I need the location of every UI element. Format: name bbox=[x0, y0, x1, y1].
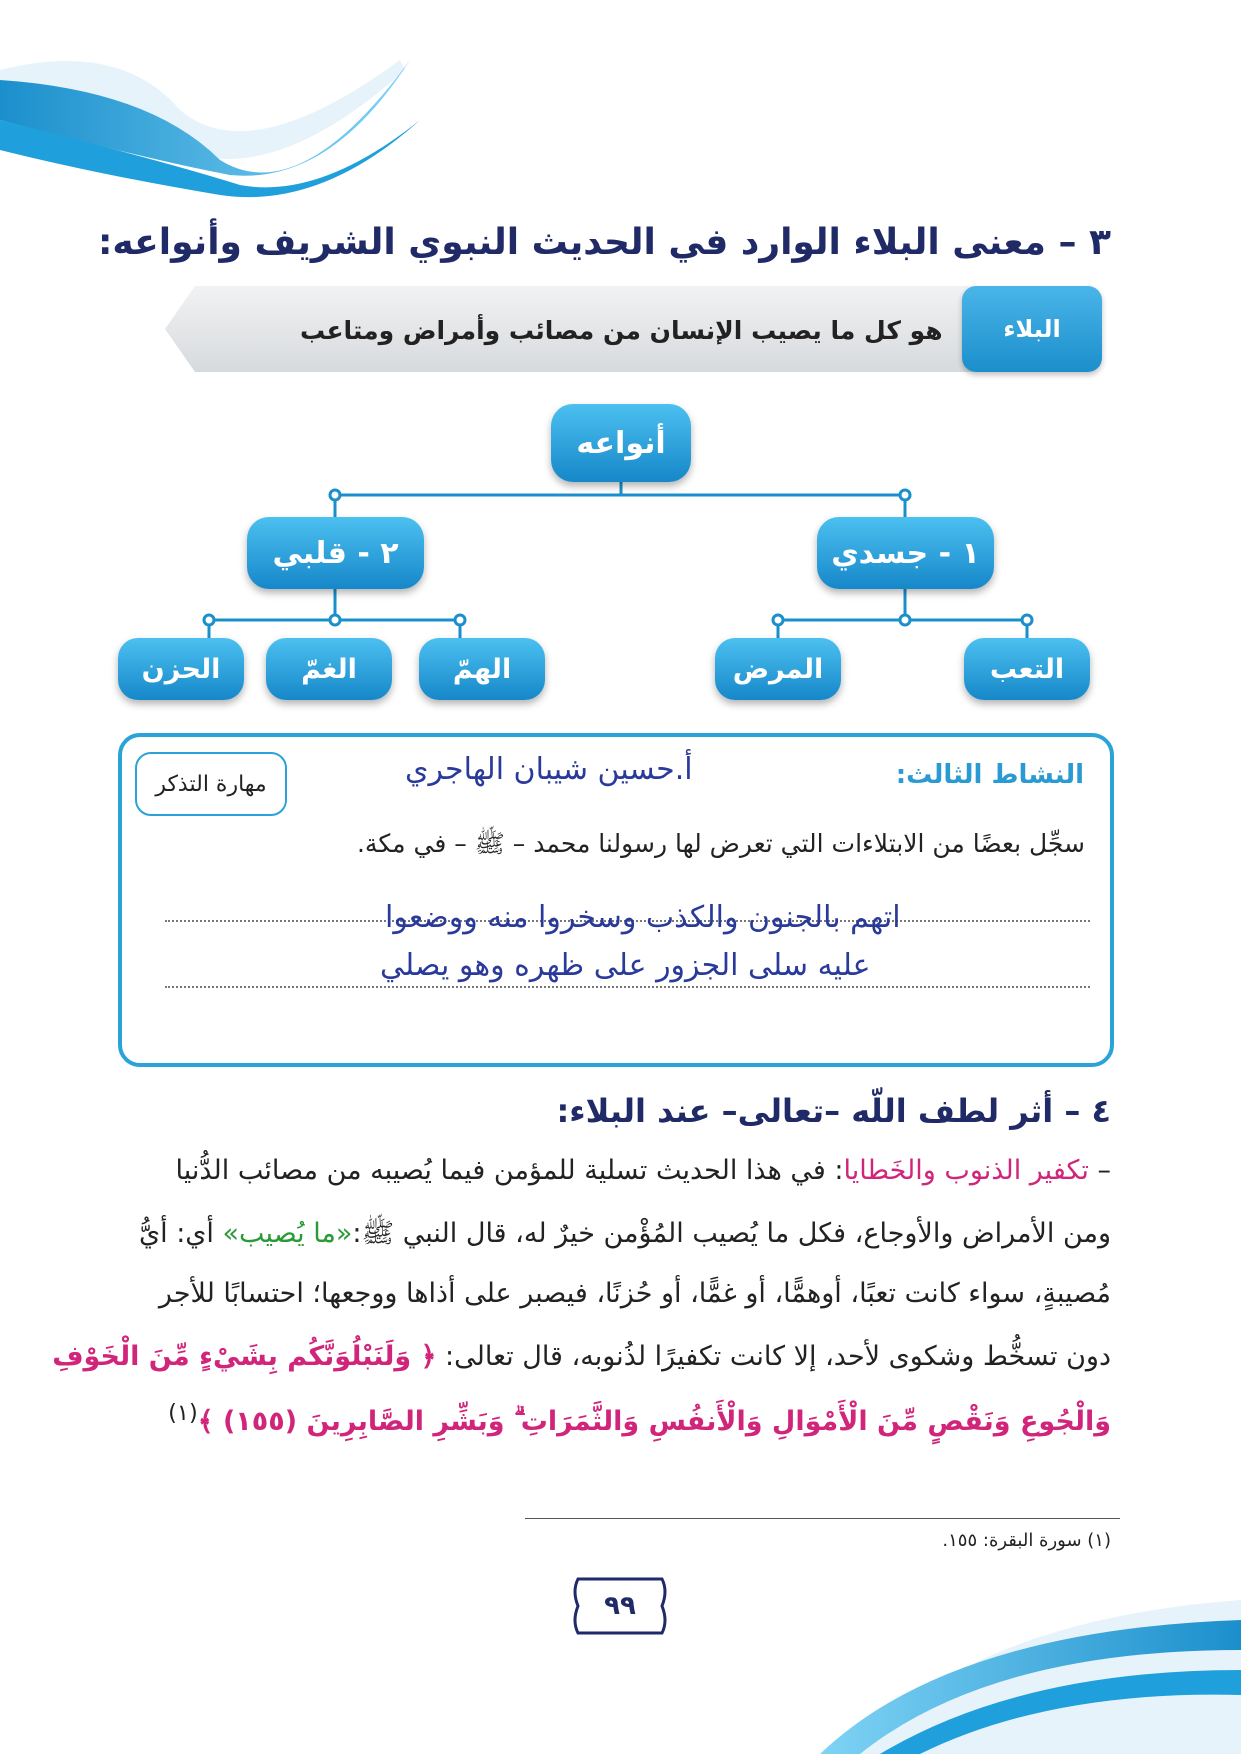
header-decoration bbox=[0, 0, 420, 210]
footer-decoration bbox=[820, 1560, 1241, 1754]
answer-line-2-rule bbox=[165, 986, 1090, 988]
paragraph-line-4 bbox=[52, 1341, 1111, 1372]
activity-author: أ.حسين شيبان الهاجري bbox=[405, 752, 693, 787]
definition-term-badge: البلاء bbox=[962, 286, 1102, 372]
handwritten-answer-line-1[interactable]: اتهم بالجنون والكذب وسخروا منه ووضعوا bbox=[385, 900, 901, 935]
activity-prompt: سجِّل بعضًا من الابتلاءات التي تعرض لها رسولنا محمد – ﷺ – في مكة. bbox=[356, 829, 1085, 858]
paragraph-line-2-a: ومن الأمراض والأوجاع، فكل ما يُصيب المُؤْمن خيرٌ له، قال النبي ﷺ: bbox=[352, 1218, 1111, 1249]
tree-leaf-grief: الغمّ bbox=[266, 638, 392, 700]
paragraph-line-3: مُصيبةٍ، سواء كانت تعبًا، أوهمًّا، أو غمًّا، أو حُزنًا، فيصبر على أذاها ووجعها؛ احتسابًا للأجر bbox=[158, 1278, 1111, 1309]
tree-leaf-sorrow: الحزن bbox=[118, 638, 244, 700]
section-3-title: ٣ – معنى البلاء الوارد في الحديث النبوي الشريف وأنواعه: bbox=[97, 222, 1111, 263]
skill-badge: مهارة التذكر bbox=[135, 752, 287, 816]
paragraph-line-5 bbox=[168, 1400, 1111, 1438]
activity-title: النشاط الثالث: bbox=[895, 760, 1084, 790]
footnote-divider bbox=[525, 1518, 1120, 1519]
quran-verse-part-2: وَالْجُوعِ وَنَقْصٍ مِّنَ الْأَمْوَالِ وَالْأَنفُسِ وَالثَّمَرَاتِ ۗ وَبَشِّرِ الصَّابِرِينَ (١٥٥) ﴾ bbox=[197, 1406, 1111, 1437]
paragraph-line-2 bbox=[139, 1216, 1111, 1256]
footnote-reference: (١) bbox=[168, 1400, 198, 1426]
tree-node-heart: ٢ - قلبي bbox=[247, 517, 424, 589]
tree-leaf-fatigue: التعب bbox=[964, 638, 1090, 700]
definition-text: هو كل ما يصيب الإنسان من مصائب وأمراض ومتاعب bbox=[300, 316, 943, 345]
footnote: (١) سورة البقرة: ١٥٥. bbox=[942, 1530, 1111, 1551]
quran-verse-part-1: ﴿ وَلَنَبْلُوَنَّكُم بِشَيْءٍ مِّنَ الْخَوْفِ bbox=[52, 1341, 437, 1372]
paragraph-line-1-text: : في هذا الحديث تسلية للمؤمن فيما يُصيبه من مصائب الدُّنيا bbox=[175, 1155, 844, 1186]
tree-leaf-illness: المرض bbox=[715, 638, 841, 700]
paragraph-line-1 bbox=[175, 1155, 1111, 1186]
handwritten-answer-line-2[interactable]: عليه سلى الجزور على ظهره وهو يصلي bbox=[380, 948, 871, 983]
paragraph-dash: – bbox=[1088, 1155, 1111, 1186]
hadith-quote: «ما يُصيب» bbox=[222, 1218, 353, 1249]
tree-leaf-worry: الهمّ bbox=[419, 638, 545, 700]
page-number: ٩٩ bbox=[604, 1591, 636, 1621]
tree-root-types: أنواعه bbox=[551, 404, 691, 482]
section-4-title: ٤ – أثر لطف اللّه –تعالى– عند البلاء: bbox=[556, 1092, 1111, 1130]
tree-node-physical: ١ - جسدي bbox=[817, 517, 994, 589]
paragraph-line-4-text: دون تسخُّط وشكوى لأحد، إلا كانت تكفيرًا لذُنوبه، قال تعالى: bbox=[436, 1341, 1111, 1372]
paragraph-line-2-b: أي: أيُّ bbox=[138, 1218, 223, 1249]
paragraph-heading: تكفير الذنوب والخَطايا bbox=[843, 1155, 1089, 1186]
